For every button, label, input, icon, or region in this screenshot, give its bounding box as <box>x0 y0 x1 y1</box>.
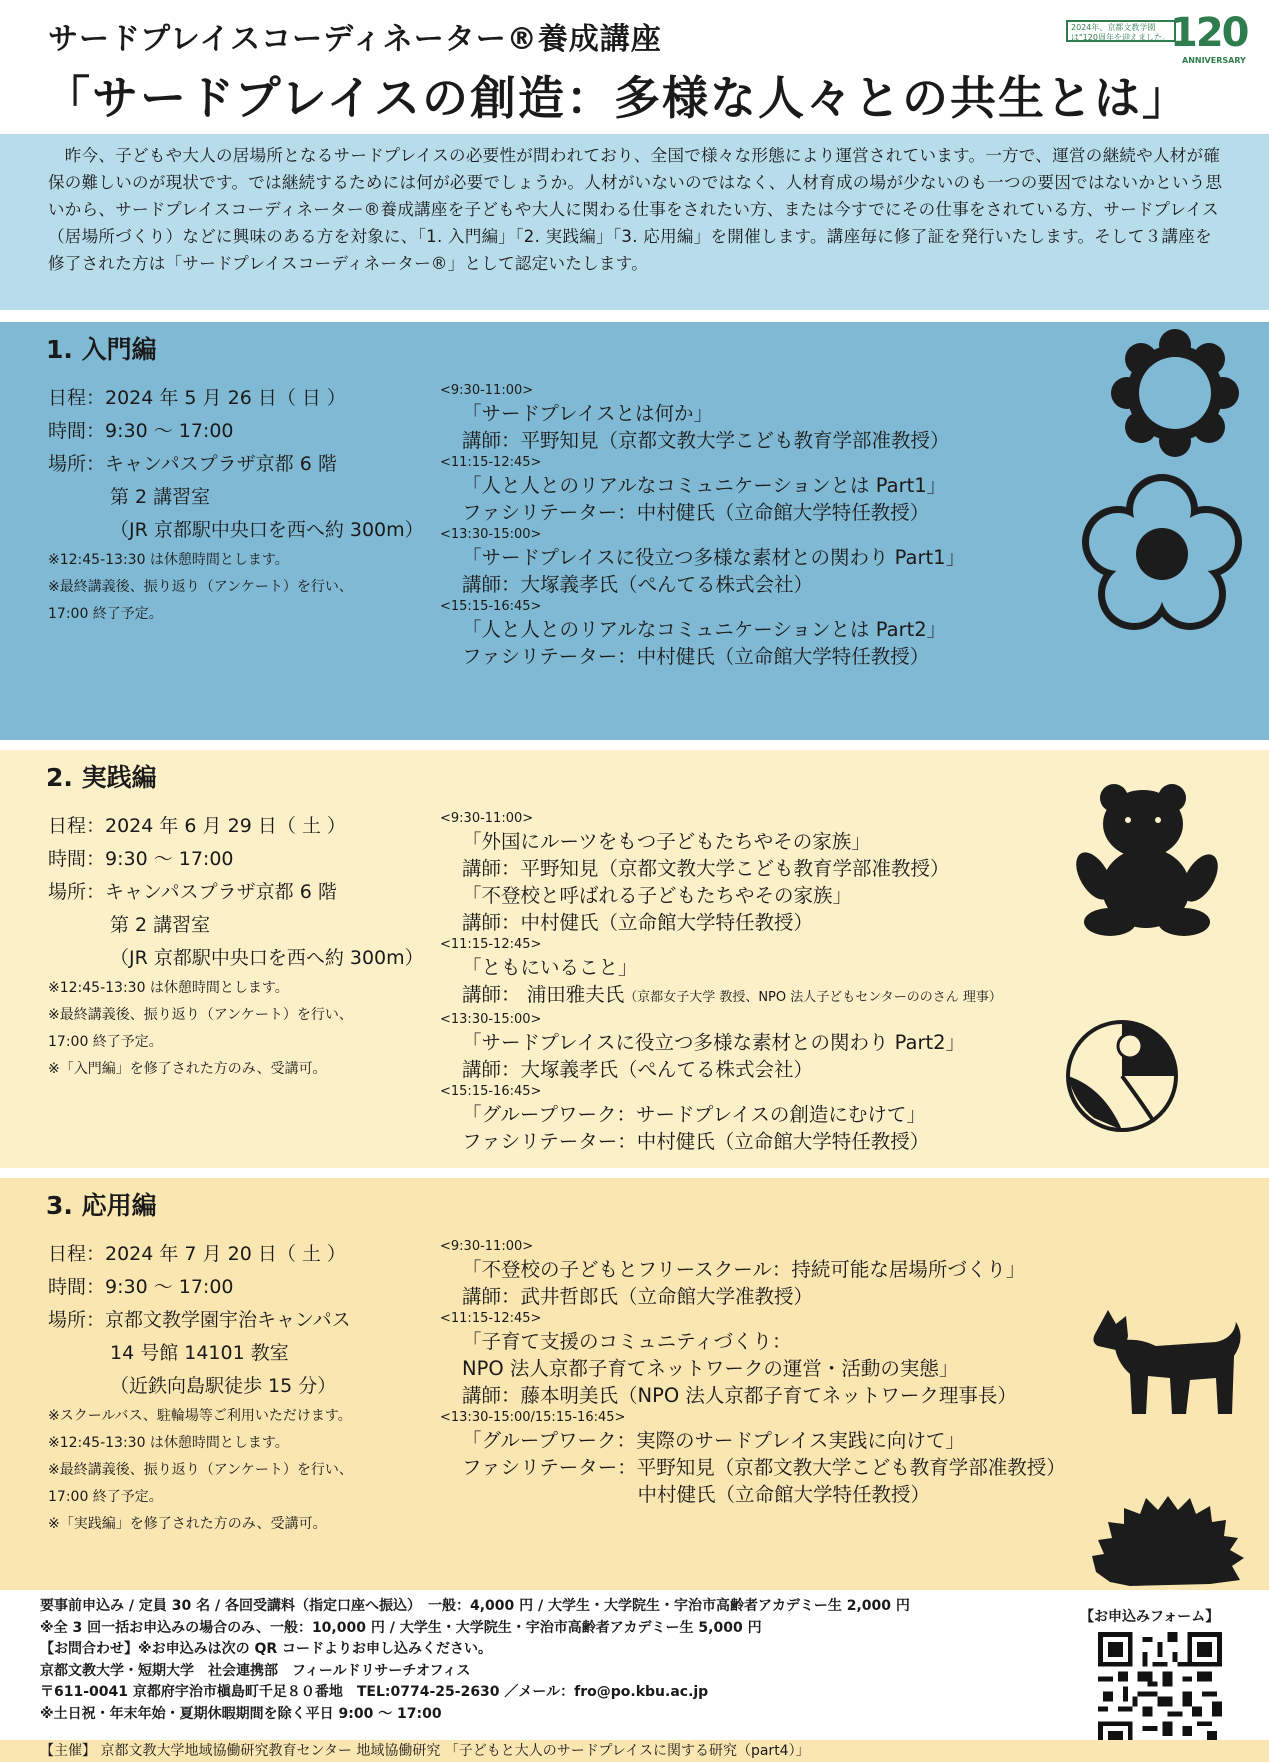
talk-speaker: 講師：中村健氏（立命館大学特任教授） <box>462 911 814 934</box>
slot-time: <15:15-16:45> <box>440 599 542 614</box>
talk-speaker: ファシリテーター：平野知見（京都文教大学こども教育学部准教授） <box>462 1456 1066 1479</box>
talk-title: NPO 法人京都子育てネットワークの運営・活動の実態」 <box>462 1357 959 1380</box>
talk-speaker: 講師：藤本明美氏（NPO 法人京都子育てネットワーク理事長） <box>462 1384 1017 1407</box>
flower-stamp-icon <box>1110 328 1240 458</box>
talk-title: 「ともにいること」 <box>462 956 638 979</box>
slot-time: <9:30-11:00> <box>440 1239 534 1254</box>
slot-time: <13:30-15:00> <box>440 1012 542 1027</box>
fee-line: 要事前申込み / 定員 30 名 / 各回受講料（指定口座へ振込） 一般：4,000 円 / 大学生・大学院生・宇治市高齢者アカデミー生 2,000 円 <box>40 1598 910 1614</box>
talk-speaker: ファシリテーター：中村健氏（立命館大学特任教授） <box>462 645 930 668</box>
note: ※最終講義後、振り返り（アンケート）を行い、 <box>48 579 353 595</box>
course-room: 第 2 講習室 <box>110 914 211 936</box>
page-title: 「サードプレイスの創造：多様な人々との共生とは」 <box>44 71 1191 125</box>
fee-note: ※全 3 回一括お申込みの場合のみ、一般：10,000 円 / 大学生・大学院生・宇治市高齢者アカデミー生 5,000 円 <box>40 1619 762 1636</box>
speaker-name: 講師： 浦田雅夫氏 <box>462 983 625 1006</box>
qr-label: 【お申込みフォーム】 <box>1080 1609 1220 1625</box>
section-advanced-course <box>0 1178 1269 1590</box>
course-schedule <box>440 810 1140 1155</box>
contact-office: 京都文教大学・短期大学 社会連携部 フィールドリサーチオフィス <box>40 1662 471 1679</box>
slot-time: <15:15-16:45> <box>440 1084 542 1099</box>
talk-title: 「人と人とのリアルなコミュニケーションとは Part2」 <box>462 618 947 641</box>
slot-time: <9:30-11:00> <box>440 811 534 826</box>
section-practice-course <box>0 750 1269 1168</box>
section-title: 2. 実践編 <box>46 763 157 792</box>
badge-text: 2024年、京都文教学園は"120周年を迎えました。 <box>1066 20 1176 42</box>
talk-title: 「サードプレイスに役立つ多様な素材との関わり Part1」 <box>462 546 966 569</box>
note: 17:00 終了予定。 <box>48 1489 163 1505</box>
course-place: 場所：京都文教学園宇治キャンパス <box>48 1309 351 1331</box>
hedgehog-stamp-icon <box>1090 1492 1246 1590</box>
slot-time: <9:30-11:00> <box>440 383 534 398</box>
talk-title: 「子育て支援のコミュニティづくり： <box>462 1330 792 1353</box>
note: ※最終講義後、振り返り（アンケート）を行い、 <box>48 1462 353 1478</box>
anniversary-badge <box>1066 10 1248 65</box>
course-date: 日程：2024 年 5 月 26 日（ 日 ） <box>48 387 346 409</box>
talk-speaker: 講師：武井哲郎氏（立命館大学准教授） <box>462 1285 814 1308</box>
section-title: 1. 入門編 <box>46 335 157 364</box>
course-date: 日程：2024 年 6 月 29 日（ 土 ） <box>48 815 346 837</box>
course-place: 場所：キャンパスプラザ京都 6 階 <box>48 881 337 903</box>
talk-speaker: 中村健氏（立命館大学特任教授） <box>462 1483 931 1506</box>
note: ※スクールバス、駐輪場等ご利用いただけます。 <box>48 1408 352 1424</box>
beach-ball-stamp-icon <box>1064 1018 1180 1134</box>
talk-title: 「不登校と呼ばれる子どもたちやその家族」 <box>462 884 853 907</box>
footer <box>0 1592 1269 1762</box>
talk-speaker: 講師：平野知見（京都文教大学こども教育学部准教授） <box>462 429 950 452</box>
course-access: （JR 京都駅中央口を西へ約 300m） <box>110 947 424 969</box>
course-schedule <box>440 382 1140 670</box>
badge-number: 120 <box>1170 10 1248 56</box>
talk-title: 「不登校の子どもとフリースクール：持続可能な居場所づくり」 <box>462 1258 1026 1281</box>
course-subtitle: サードプレイスコーディネーター®養成講座 <box>48 22 662 57</box>
course-date: 日程：2024 年 7 月 20 日（ 土 ） <box>48 1243 346 1265</box>
slot-time: <11:15-12:45> <box>440 455 542 470</box>
footer-info <box>40 1596 910 1725</box>
teddy-bear-stamp-icon <box>1066 780 1226 940</box>
note: ※「実践編」を修了された方のみ、受講可。 <box>48 1516 327 1532</box>
talk-title: 「グループワーク：実際のサードプレイス実践に向けて」 <box>462 1429 965 1452</box>
section-title: 3. 応用編 <box>46 1191 157 1220</box>
course-time: 時間：9:30 ～ 17:00 <box>48 420 234 442</box>
course-info <box>48 382 438 628</box>
slot-time: <13:30-15:00> <box>440 527 542 542</box>
contact-hours: ※土日祝・年末年始・夏期休暇期間を除く平日 9:00 ～ 17:00 <box>40 1705 442 1722</box>
course-info <box>48 1238 438 1538</box>
qr-code-icon[interactable] <box>1098 1632 1222 1756</box>
section-intro-course <box>0 322 1269 740</box>
talk-title: 「サードプレイスに役立つ多様な素材との関わり Part2」 <box>462 1031 966 1054</box>
talk-speaker: ファシリテーター：中村健氏（立命館大学特任教授） <box>462 1130 930 1153</box>
course-room: 第 2 講習室 <box>110 486 211 508</box>
intro-text: 昨今、子どもや大人の居場所となるサードプレイスの必要性が問われており、全国で様々な形態により運営されています。一方で、運営の継続や人材が確保の難しいのが現状です。では継続するためには何が必要でしょうか。人材がいないのではなく、人材育成の場が少ないのも一つの要因ではないかという思いから、サードプレイスコーディネーター®養成講座を子どもや大人に関わる仕事をされたい方、または今すでにその仕事をされている方、サードプレイス（居場所づくり）などに興味のある方を対象に、「1. 入門編」「2. 実践編」「3. 応用編」を開催します。講座毎に修了証を発行いたします。そして３講座を修了された方は「サードプレイスコーディネーター®」として認定いたします。 <box>48 146 1223 273</box>
badge-label: ANNIVERSARY <box>1182 56 1246 65</box>
talk-title: 「外国にルーツをもつ子どもたちやその家族」 <box>462 830 871 853</box>
note: ※最終講義後、振り返り（アンケート）を行い、 <box>48 1007 353 1023</box>
course-access: （JR 京都駅中央口を西へ約 300m） <box>110 519 424 541</box>
talk-title: 「グループワーク：サードプレイスの創造にむけて」 <box>462 1103 926 1126</box>
course-time: 時間：9:30 ～ 17:00 <box>48 848 234 870</box>
contact-heading: 【お問合わせ】※お申込みは次の QR コードよりお申し込みください。 <box>40 1641 493 1657</box>
note: 17:00 終了予定。 <box>48 606 163 622</box>
course-info <box>48 810 438 1083</box>
contact-address: 〒611-0041 京都府宇治市槇島町千足８０番地 TEL:0774-25-2630 ／メール：fro@po.kbu.ac.jp <box>40 1684 709 1700</box>
slot-time: <11:15-12:45> <box>440 1311 542 1326</box>
organizer-bar: 【主催】 京都文教大学地域協働研究教育センター 地域協働研究 「子どもと大人のサードプレイスに関する研究（part4）」 <box>0 1740 1269 1762</box>
course-room: 14 号館 14101 教室 <box>110 1342 289 1364</box>
course-time: 時間：9:30 ～ 17:00 <box>48 1276 234 1298</box>
talk-speaker <box>440 981 1140 1011</box>
note: 17:00 終了予定。 <box>48 1034 163 1050</box>
talk-speaker: 講師：大塚義孝氏（ぺんてる株式会社） <box>462 573 814 596</box>
note: ※「入門編」を修了された方のみ、受講可。 <box>48 1061 327 1077</box>
talk-title: 「サードプレイスとは何か」 <box>462 402 713 425</box>
talk-title: 「人と人とのリアルなコミュニケーションとは Part1」 <box>462 474 947 497</box>
talk-speaker: 講師：平野知見（京都文教大学こども教育学部准教授） <box>462 857 950 880</box>
intro-block <box>0 134 1269 310</box>
dog-stamp-icon <box>1086 1302 1246 1418</box>
note: ※12:45-13:30 は休憩時間とします。 <box>48 552 289 568</box>
note: ※12:45-13:30 は休憩時間とします。 <box>48 1435 289 1451</box>
talk-speaker: 講師：大塚義孝氏（ぺんてる株式会社） <box>462 1058 814 1081</box>
course-access: （近鉄向島駅徒歩 15 分） <box>110 1375 337 1397</box>
daisy-stamp-icon <box>1082 474 1242 634</box>
speaker-affiliation: （京都女子大学 教授、NPO 法人子どもセンターののさん 理事） <box>624 990 1002 1005</box>
note: ※12:45-13:30 は休憩時間とします。 <box>48 980 289 996</box>
course-place: 場所：キャンパスプラザ京都 6 階 <box>48 453 337 475</box>
slot-time: <13:30-15:00/15:15-16:45> <box>440 1410 626 1425</box>
course-schedule <box>440 1238 1140 1508</box>
slot-time: <11:15-12:45> <box>440 937 542 952</box>
talk-speaker: ファシリテーター：中村健氏（立命館大学特任教授） <box>462 501 930 524</box>
